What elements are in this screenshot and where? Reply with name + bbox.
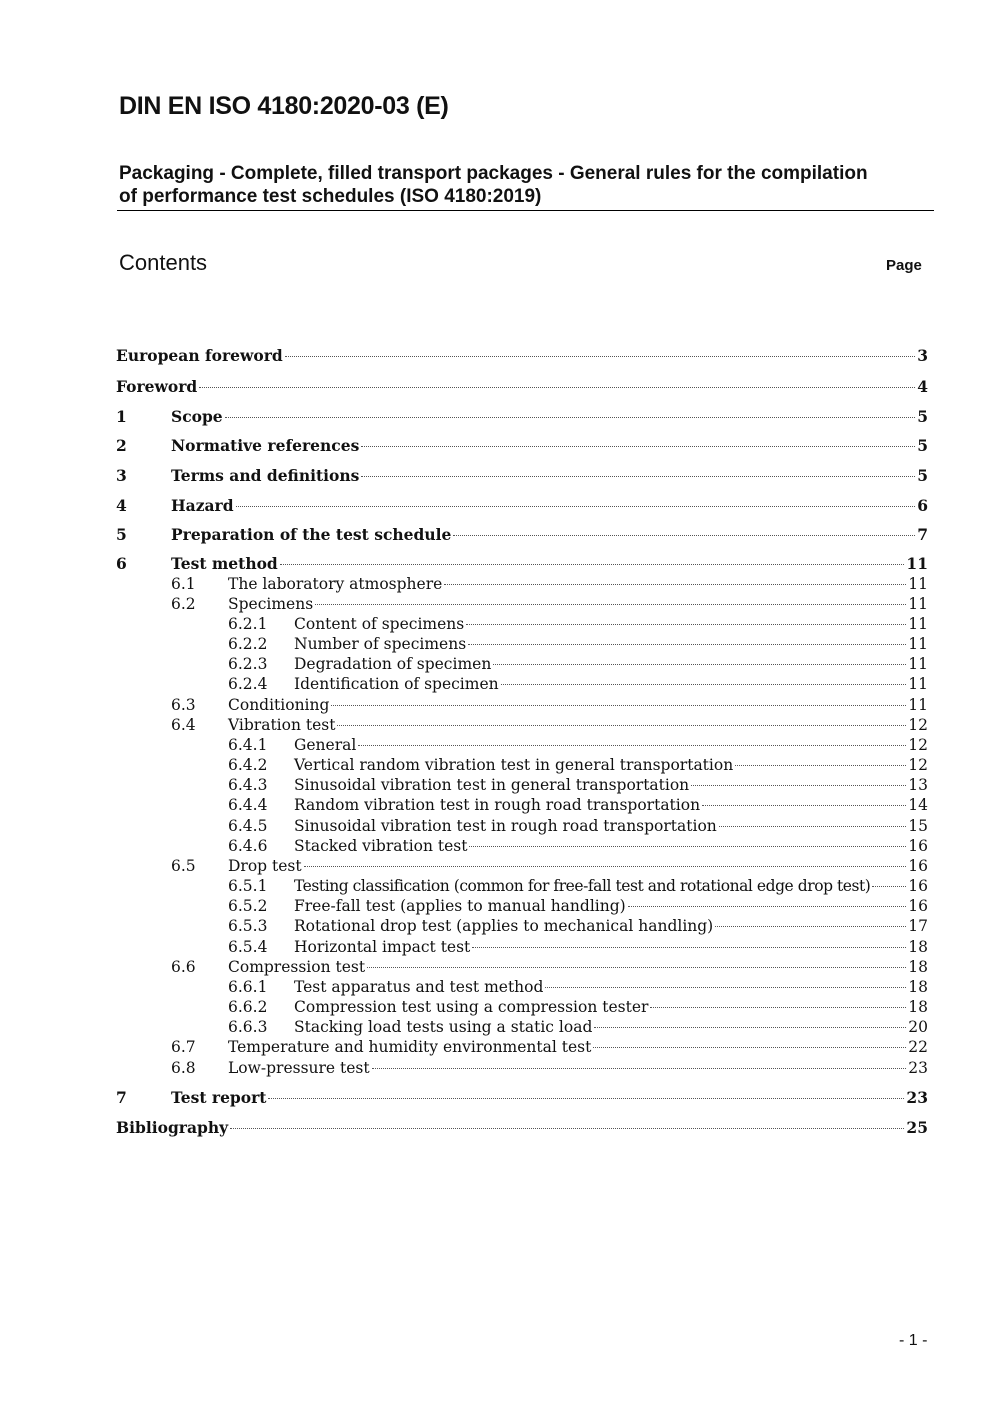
toc-entry[interactable]: 6.2.4 Identification of specimen 11 xyxy=(228,675,928,693)
toc-entry[interactable]: 6.4.1 General 12 xyxy=(228,736,928,754)
document-subtitle xyxy=(119,162,919,208)
subtitle-line-1: Packaging - Complete, filled transport packages - General rules for the compilation xyxy=(119,163,868,184)
toc-entry[interactable]: 6.6.2 Compression test using a compression tester 18 xyxy=(228,998,928,1016)
toc-entry[interactable]: 6.5.2 Free-fall test (applies to manual handling) 16 xyxy=(228,897,928,915)
toc-entry[interactable]: 6.7 Temperature and humidity environmental test 22 xyxy=(171,1038,928,1056)
page-number: - 1 - xyxy=(899,1332,928,1349)
toc-entry[interactable]: 1 Scope 5 xyxy=(116,407,928,426)
toc-entry[interactable]: 2 Normative references 5 xyxy=(116,436,928,455)
toc-entry[interactable]: 6.8 Low-pressure test 23 xyxy=(171,1059,928,1077)
toc-entry[interactable]: 6.6.3 Stacking load tests using a static load 20 xyxy=(228,1018,928,1036)
toc-entry[interactable]: 6.2.3 Degradation of specimen 11 xyxy=(228,655,928,673)
toc-entry[interactable]: 6.6 Compression test 18 xyxy=(171,958,928,976)
toc-entry[interactable]: Bibliography 25 xyxy=(116,1118,928,1137)
toc-entry[interactable]: Foreword 4 xyxy=(116,377,928,396)
page-column-label: Page xyxy=(886,257,922,274)
contents-heading: Contents xyxy=(119,250,208,275)
toc-entry[interactable]: 7 Test report 23 xyxy=(116,1088,928,1107)
toc-entry[interactable]: 6.5.3 Rotational drop test (applies to mechanical handling) 17 xyxy=(228,917,928,935)
document-title: DIN EN ISO 4180:2020-03 (E) xyxy=(119,92,449,120)
toc-entry[interactable]: 6.2 Specimens 11 xyxy=(171,595,928,613)
toc-entry[interactable]: 6.2.2 Number of specimens 11 xyxy=(228,635,928,653)
toc-entry[interactable]: 6.4.3 Sinusoidal vibration test in general transportation 13 xyxy=(228,776,928,794)
toc-entry[interactable]: 6.4.4 Random vibration test in rough road transportation 14 xyxy=(228,796,928,814)
toc-entry[interactable]: European foreword 3 xyxy=(116,346,928,365)
toc-entry[interactable]: 6.4.2 Vertical random vibration test in general transportation 12 xyxy=(228,756,928,774)
toc-entry[interactable]: 6.1 The laboratory atmosphere 11 xyxy=(171,575,928,593)
toc-entry[interactable]: 6.4 Vibration test 12 xyxy=(171,716,928,734)
toc-entry[interactable]: 6.4.6 Stacked vibration test 16 xyxy=(228,837,928,855)
toc-entry[interactable]: 6.4.5 Sinusoidal vibration test in rough road transportation 15 xyxy=(228,817,928,835)
subtitle-line-2: of performance test schedules (ISO 4180:2019) xyxy=(119,186,542,207)
toc-entry[interactable]: 6.5 Drop test 16 xyxy=(171,857,928,875)
toc-entry[interactable]: 6.6.1 Test apparatus and test method 18 xyxy=(228,978,928,996)
toc-entry[interactable]: 6.2.1 Content of specimens 11 xyxy=(228,615,928,633)
toc-entry[interactable]: 5 Preparation of the test schedule 7 xyxy=(116,525,928,544)
toc-entry[interactable]: 6.5.1 Testing classification (common for free-fall test and rotational edge drop test) 16 xyxy=(228,877,928,895)
toc-entry[interactable]: 3 Terms and definitions 5 xyxy=(116,466,928,485)
toc-entry[interactable]: 6.5.4 Horizontal impact test 18 xyxy=(228,938,928,956)
toc-entry[interactable]: 6 Test method 11 xyxy=(116,554,928,573)
toc-entry[interactable]: 6.3 Conditioning 11 xyxy=(171,696,928,714)
toc-entry[interactable]: 4 Hazard 6 xyxy=(116,496,928,515)
title-rule xyxy=(117,210,934,211)
